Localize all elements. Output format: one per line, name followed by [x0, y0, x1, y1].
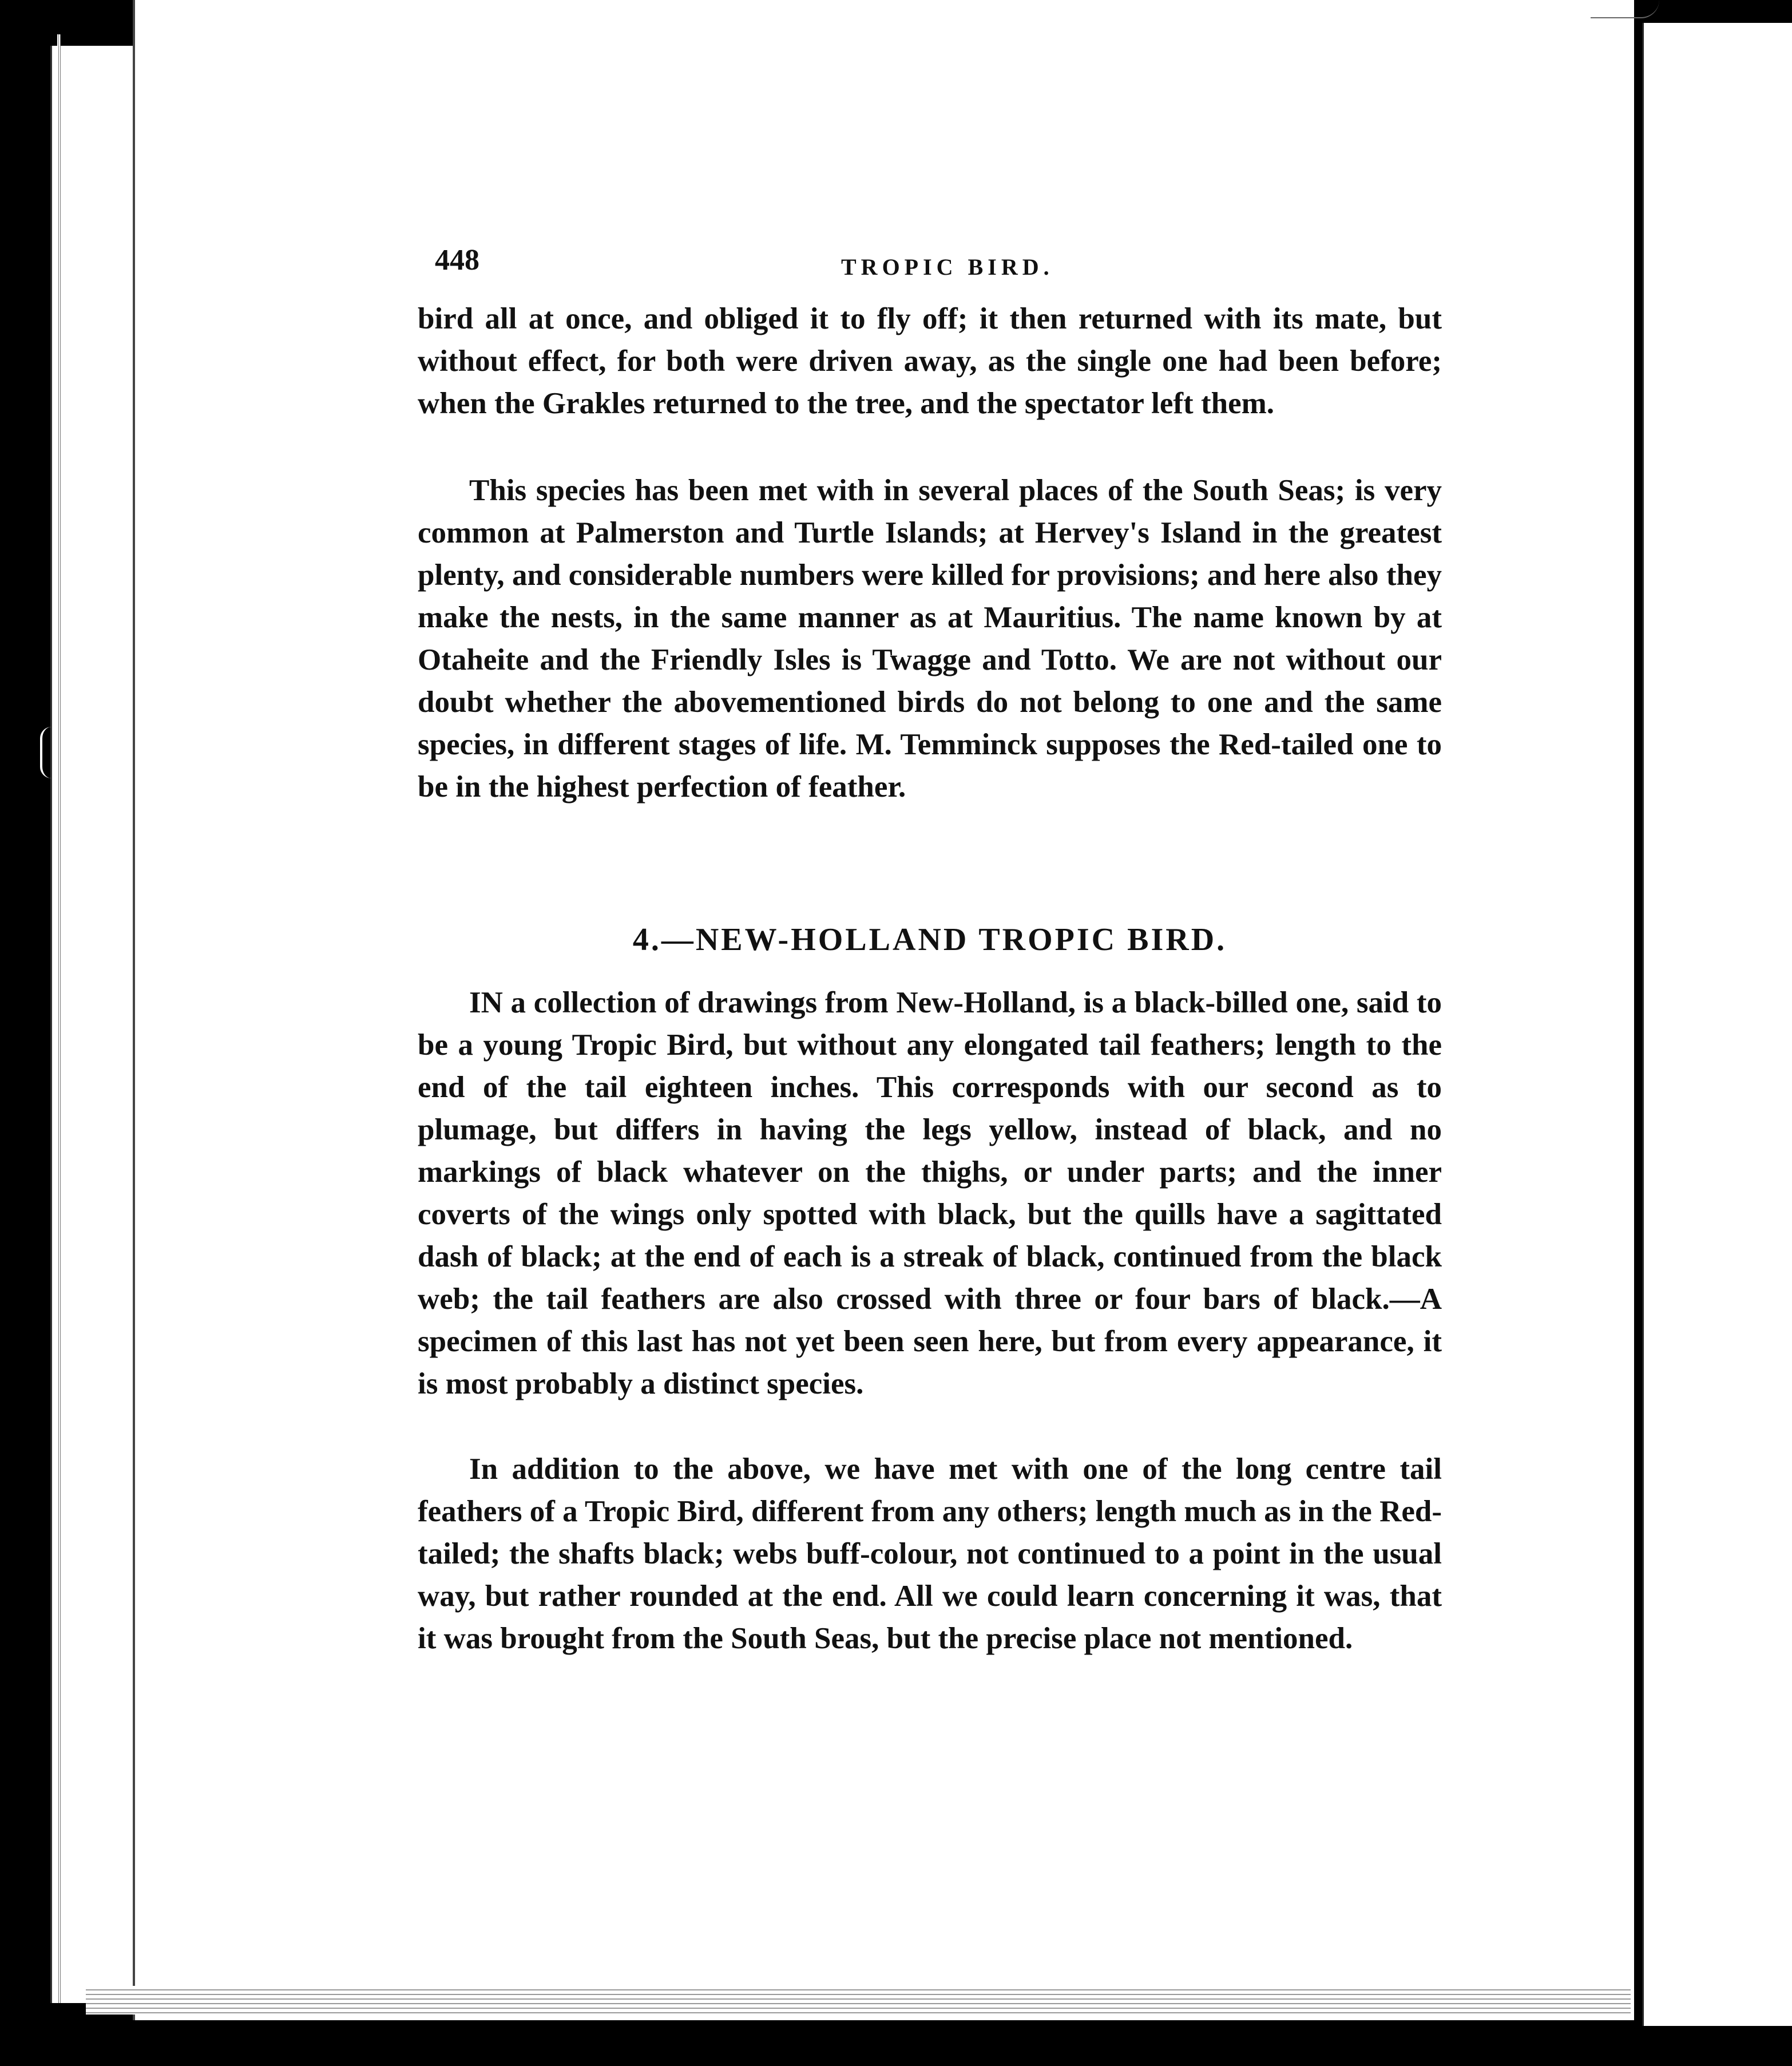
running-title: TROPIC BIRD.	[841, 254, 1054, 280]
tail-feather-paragraph	[418, 1448, 1442, 1660]
page-bottom-edge	[86, 1986, 1631, 2014]
page-number: 448	[435, 244, 479, 276]
new-holland-paragraph	[418, 981, 1442, 1405]
running-head	[435, 243, 1430, 289]
facing-page-edge	[1642, 23, 1792, 2026]
margin-bracket-mark	[40, 727, 54, 778]
page-stack-edge	[57, 34, 61, 2003]
corner-fold-mark	[1591, 0, 1659, 18]
continuation-paragraph	[418, 298, 1442, 425]
species-paragraph	[418, 469, 1442, 808]
paragraph-text: This species has been met with in several places of the South Seas; is very common at Palmerston and Turtle Islands; at Hervey's Island in the greatest plenty, and considerable numbers were killed for provisions; and here also they make the nests, in the same manner as at Mauritius. The name known by at Otaheite and the Friendly Isles is Twagge and Totto. We are not without our doubt whether the abovementioned birds do not belong to one and the same species, in different stages of life. M. Temminck supposes the Red-tailed one to be in the highest perfection of feather.	[418, 474, 1442, 804]
paragraph-text: bird all at once, and obliged it to fly off; it then returned with its mate, but without effect, for both were driven away, as the single one had been before; when the Grakles returned to the tree, and the spectator left them.	[418, 302, 1442, 420]
paragraph-text: IN a collection of drawings from New-Holland, is a black-billed one, said to be a young Tropic Bird, but without any elongated tail feathers; length to the end of the tail eighteen inches. This corresponds with our second as to plumage, but differs in having the legs yellow, instead of black, and no markings of black whatever on the thighs, or under parts; and the inner coverts of the wings only spotted with black, but the quills have a sagittated dash of black; at the end of each is a streak of black, continued from the black web; the tail feathers are also crossed with three or four bars of black.—A specimen of this last has not yet been seen here, but from every appearance, it is most probably a distinct species.	[418, 986, 1442, 1400]
paragraph-text: In addition to the above, we have met with one of the long centre tail feathers of a Tropic Bird, different from any others; length much as in the Red-tailed; the shafts black; webs buff-colour, not continued to a point in the usual way, but rather rounded at the end. All we could learn concerning it was, that it was brought from the South Seas, but the precise place not mentioned.	[418, 1452, 1442, 1655]
section-heading: 4.—NEW-HOLLAND TROPIC BIRD.	[632, 922, 1227, 957]
